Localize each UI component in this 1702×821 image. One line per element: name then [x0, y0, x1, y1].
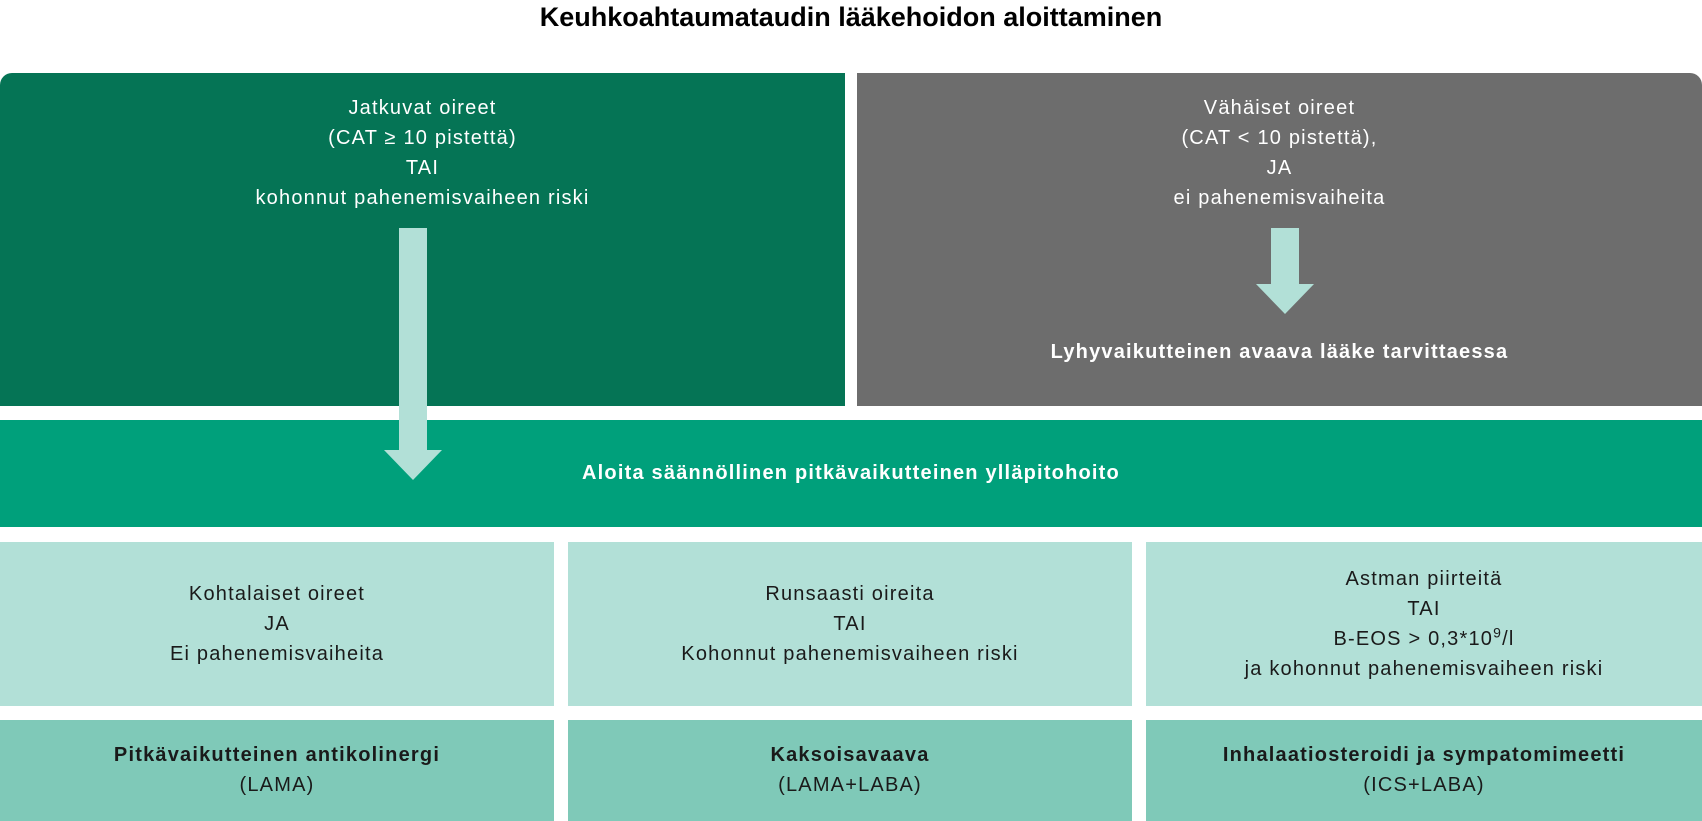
- condition-line: Kohonnut pahenemisvaiheen riski: [681, 643, 1019, 665]
- treatment-name: Pitkävaikutteinen antikolinergi: [113, 744, 441, 766]
- treatment-abbreviation: (ICS+LABA): [1363, 774, 1485, 796]
- condition-line: Ei pahenemisvaiheita: [169, 643, 385, 665]
- condition-line: JA: [264, 613, 290, 635]
- condition-line: Astman piirteitä: [1345, 568, 1503, 590]
- page-title: Keuhkoahtaumataudin lääkehoidon aloittaminen: [539, 2, 1163, 32]
- criteria-line: JA: [1266, 157, 1293, 179]
- criteria-line: (CAT < 10 pistettä),: [1181, 127, 1378, 149]
- criteria-line: Jatkuvat oireet: [348, 97, 497, 119]
- criteria-line: kohonnut pahenemisvaiheen riski: [255, 187, 590, 209]
- condition-box-moderate: [0, 542, 554, 706]
- eos-exponent: 9: [1493, 624, 1503, 641]
- treatment-box-lama: [0, 720, 554, 821]
- treatment-abbreviation: (LAMA+LABA): [778, 774, 922, 796]
- maintenance-therapy-band: [0, 420, 1702, 527]
- treatment-box-ics-laba: [1146, 720, 1702, 821]
- continuous-symptoms-criteria: [0, 93, 845, 213]
- condition-line: ja kohonnut pahenemisvaiheen riski: [1244, 658, 1604, 680]
- condition-line-eos: [1333, 624, 1514, 654]
- criteria-line: (CAT ≥ 10 pistettä): [328, 127, 517, 149]
- condition-box-abundant: [568, 542, 1132, 706]
- down-arrow-icon: [1256, 228, 1314, 314]
- eos-threshold: B-EOS > 0,3*10: [1333, 628, 1494, 650]
- mild-symptoms-criteria: [857, 93, 1702, 213]
- condition-line: TAI: [1407, 598, 1441, 620]
- eos-unit: /l: [1502, 628, 1515, 650]
- treatment-box-lama-laba: [568, 720, 1132, 821]
- down-arrow-icon: [384, 228, 442, 480]
- maintenance-therapy-label: Aloita säännöllinen pitkävaikutteinen ylläpitohoito: [582, 462, 1120, 484]
- criteria-line: Vähäiset oireet: [1203, 97, 1356, 119]
- treatment-name: Kaksoisavaava: [770, 744, 930, 766]
- criteria-line: ei pahenemisvaiheita: [1173, 187, 1386, 209]
- treatment-name: Inhalaatiosteroidi ja sympatomimeetti: [1222, 744, 1626, 766]
- condition-line: Runsaasti oireita: [765, 583, 935, 605]
- condition-line: Kohtalaiset oireet: [188, 583, 366, 605]
- condition-box-asthma-features: [1146, 542, 1702, 706]
- condition-line: TAI: [833, 613, 867, 635]
- short-acting-recommendation: Lyhyvaikutteinen avaava lääke tarvittaessa: [1050, 341, 1509, 363]
- treatment-abbreviation: (LAMA): [239, 774, 315, 796]
- criteria-line: TAI: [405, 157, 440, 179]
